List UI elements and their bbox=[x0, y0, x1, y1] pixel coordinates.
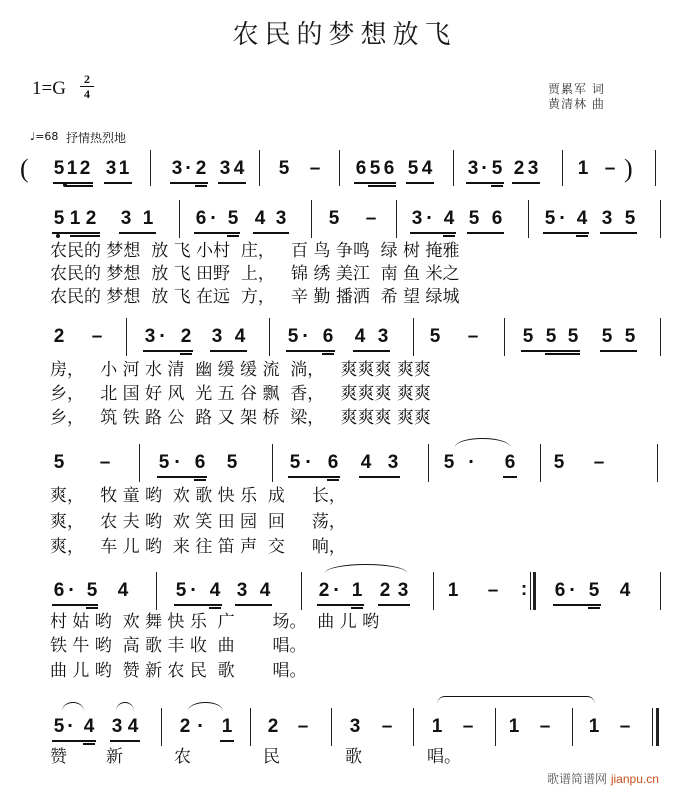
augmentation-dot: · bbox=[159, 326, 166, 345]
note: 2 bbox=[85, 208, 97, 229]
note: 1 bbox=[221, 716, 233, 737]
key-signature: 1=G bbox=[32, 78, 66, 99]
song-title: 农民的梦想放飞 bbox=[232, 20, 457, 50]
note: 6 bbox=[195, 208, 207, 229]
note: 4 bbox=[234, 326, 246, 347]
lyric-line-verse-2: 农民的 梦想 放 飞 田野 上， 锦 绣 美江 南 鱼 米之 bbox=[50, 264, 460, 284]
note: 4 bbox=[127, 716, 139, 737]
note: 3 bbox=[411, 208, 423, 229]
note: 2 bbox=[267, 716, 279, 737]
barline bbox=[331, 708, 332, 746]
barline bbox=[657, 444, 658, 482]
note: 3 bbox=[111, 716, 123, 737]
note: 4 bbox=[354, 326, 366, 347]
dash: – bbox=[604, 158, 616, 179]
final-barline-thick bbox=[656, 708, 659, 746]
note: 5 bbox=[53, 208, 65, 229]
slur bbox=[188, 702, 223, 711]
slur bbox=[325, 564, 407, 573]
note: 5 bbox=[624, 208, 636, 229]
note: 1 bbox=[69, 208, 81, 229]
note: 5 bbox=[86, 580, 98, 601]
repeat-end-barline bbox=[533, 572, 536, 610]
note: 3 bbox=[377, 326, 389, 347]
note: 5 bbox=[522, 326, 534, 347]
note: 5 bbox=[429, 326, 441, 347]
note: 5 bbox=[369, 158, 381, 179]
note: 1 bbox=[431, 716, 443, 737]
lyric-word: 新 bbox=[106, 747, 123, 767]
slur bbox=[455, 438, 510, 447]
barline bbox=[396, 200, 397, 238]
note: 2 bbox=[379, 580, 391, 601]
dash: – bbox=[619, 716, 631, 737]
note: 5 bbox=[491, 158, 503, 179]
note: 2 bbox=[180, 326, 192, 347]
barline bbox=[572, 708, 573, 746]
note: 3 bbox=[219, 158, 231, 179]
note: 5 bbox=[567, 326, 579, 347]
note: 1 bbox=[66, 158, 78, 179]
note: 4 bbox=[254, 208, 266, 229]
note: 5 bbox=[53, 158, 65, 179]
note: 2 bbox=[53, 326, 65, 347]
note: 5 bbox=[407, 158, 419, 179]
lyric-word: 民 bbox=[263, 747, 280, 767]
barline bbox=[660, 572, 661, 610]
note: 1 bbox=[577, 158, 589, 179]
barline bbox=[540, 444, 541, 482]
score-system-1 bbox=[0, 200, 689, 240]
note: 3 bbox=[105, 158, 117, 179]
barline bbox=[428, 444, 429, 482]
dash: – bbox=[99, 452, 111, 473]
barline bbox=[301, 572, 302, 610]
note: 5 bbox=[553, 452, 565, 473]
barline bbox=[150, 150, 151, 186]
note: 4 bbox=[117, 580, 129, 601]
note: 6 bbox=[554, 580, 566, 601]
lyric-line-verse-3: 农民的 梦想 放 飞 在远 方， 辛 勤 播洒 希 望 绿城 bbox=[50, 287, 460, 307]
score-system-5 bbox=[0, 708, 689, 748]
dash: – bbox=[365, 208, 377, 229]
lyric-line-verse-1: 村 姑 哟 欢 舞 快 乐 广 场。 曲 儿 哟 bbox=[50, 612, 380, 632]
barline bbox=[530, 572, 531, 610]
note: 6 bbox=[322, 326, 334, 347]
note: 3 bbox=[527, 158, 539, 179]
barline bbox=[269, 318, 270, 356]
note: 5 bbox=[278, 158, 290, 179]
augmentation-dot: · bbox=[302, 326, 309, 345]
barline bbox=[179, 200, 180, 238]
score-system-intro bbox=[0, 150, 689, 190]
augmentation-dot: · bbox=[481, 158, 488, 177]
note: 3 bbox=[467, 158, 479, 179]
lyric-line-verse-2: 爽， 农 夫 哟 欢 笑 田 园 回 荡， bbox=[50, 512, 346, 532]
note: 1 bbox=[447, 580, 459, 601]
score-system-2 bbox=[0, 318, 689, 358]
barline bbox=[272, 444, 273, 482]
barline bbox=[562, 150, 563, 186]
note: 6 bbox=[504, 452, 516, 473]
dash: – bbox=[381, 716, 393, 737]
note: 5 bbox=[588, 580, 600, 601]
time-signature-bottom: 4 bbox=[84, 87, 90, 101]
augmentation-dot: · bbox=[174, 452, 181, 471]
lower-octave-dot bbox=[56, 234, 60, 238]
augmentation-dot: · bbox=[426, 208, 433, 227]
score-system-4 bbox=[0, 572, 689, 612]
lyric-line-verse-2: 乡， 北 国 好 风 光 五 谷 飘 香， 爽爽爽 爽爽 bbox=[50, 384, 431, 404]
note: 3 bbox=[120, 208, 132, 229]
dash: – bbox=[593, 452, 605, 473]
augmentation-dot: · bbox=[305, 452, 312, 471]
tie bbox=[437, 696, 595, 707]
lyric-line-verse-1: 爽， 牧 童 哟 欢 歌 快 乐 成 长， bbox=[50, 486, 346, 506]
note: 5 bbox=[53, 452, 65, 473]
time-signature-top: 2 bbox=[84, 72, 90, 86]
note: 3 bbox=[211, 326, 223, 347]
note: 6 bbox=[355, 158, 367, 179]
note: 3 bbox=[601, 208, 613, 229]
repeat-sign: : bbox=[520, 579, 528, 600]
lyric-line-verse-1: 农民的 梦想 放 飞 小村 庄， 百 鸟 争鸣 绿 树 掩雅 bbox=[50, 241, 460, 261]
augmentation-dot: · bbox=[210, 208, 217, 227]
note: 5 bbox=[175, 580, 187, 601]
close-paren: ) bbox=[624, 154, 633, 183]
augmentation-dot: · bbox=[333, 580, 340, 599]
lyric-line-verse-3: 曲 儿 哟 赞 新 农 民 歌 唱。 bbox=[50, 661, 307, 681]
expression-marking: 抒情热烈地 bbox=[66, 131, 127, 145]
barline bbox=[413, 708, 414, 746]
barline bbox=[156, 572, 157, 610]
dash: – bbox=[309, 158, 321, 179]
lyric-word: 歌 bbox=[345, 747, 362, 767]
watermark-site-name: 歌谱简谱网 bbox=[547, 772, 608, 786]
augmentation-dot: · bbox=[569, 580, 576, 599]
augmentation-dot: · bbox=[67, 716, 74, 735]
lyric-line-verse-1: 房， 小 河 水 清 幽 缓 缓 流 淌， 爽爽爽 爽爽 bbox=[50, 360, 431, 380]
barline bbox=[655, 150, 656, 186]
augmentation-dot: · bbox=[197, 716, 204, 735]
lyric-word: 赞 bbox=[50, 747, 67, 767]
lyricist-credit: 贾累军 词 bbox=[548, 82, 605, 96]
barline bbox=[528, 200, 529, 238]
augmentation-dot: · bbox=[559, 208, 566, 227]
note: 2 bbox=[513, 158, 525, 179]
note: 5 bbox=[227, 208, 239, 229]
note: 4 bbox=[421, 158, 433, 179]
watermark bbox=[547, 770, 659, 787]
note: 3 bbox=[171, 158, 183, 179]
note: 5 bbox=[545, 326, 557, 347]
note: 4 bbox=[83, 716, 95, 737]
barline bbox=[139, 444, 140, 482]
tempo-marking: ♩=68 bbox=[30, 130, 59, 143]
barline bbox=[495, 708, 496, 746]
note: 5 bbox=[226, 452, 238, 473]
final-barline-thin bbox=[652, 708, 653, 746]
augmentation-dot: · bbox=[185, 158, 192, 177]
barline bbox=[339, 150, 340, 186]
note: 6 bbox=[491, 208, 503, 229]
barline bbox=[413, 318, 414, 356]
note: 4 bbox=[259, 580, 271, 601]
dash: – bbox=[91, 326, 103, 347]
open-paren: ( bbox=[20, 154, 29, 183]
note: 5 bbox=[544, 208, 556, 229]
note: 1 bbox=[142, 208, 154, 229]
note: 1 bbox=[588, 716, 600, 737]
note: 2 bbox=[318, 580, 330, 601]
barline bbox=[433, 572, 434, 610]
note: 5 bbox=[53, 716, 65, 737]
watermark-url: jianpu.cn bbox=[610, 772, 659, 786]
note: 4 bbox=[233, 158, 245, 179]
note: 1 bbox=[508, 716, 520, 737]
note: 5 bbox=[601, 326, 613, 347]
note: 2 bbox=[79, 158, 91, 179]
barline bbox=[660, 318, 661, 356]
lyric-word: 农 bbox=[174, 747, 191, 767]
note: 5 bbox=[289, 452, 301, 473]
dash: – bbox=[487, 580, 499, 601]
time-signature bbox=[80, 73, 94, 100]
barline bbox=[259, 150, 260, 186]
note: 4 bbox=[443, 208, 455, 229]
note: 3 bbox=[387, 452, 399, 473]
barline bbox=[504, 318, 505, 356]
barline bbox=[126, 318, 127, 356]
augmentation-dot: · bbox=[190, 580, 197, 599]
lyric-line-verse-2: 铁 牛 哟 高 歌 丰 收 曲 唱。 bbox=[50, 636, 307, 656]
slur bbox=[116, 702, 134, 711]
note: 1 bbox=[351, 580, 363, 601]
dash: – bbox=[297, 716, 309, 737]
augmentation-dot: · bbox=[468, 452, 475, 471]
score-system-3 bbox=[0, 444, 689, 484]
augmentation-dot: · bbox=[68, 580, 75, 599]
note: 4 bbox=[576, 208, 588, 229]
note: 6 bbox=[53, 580, 65, 601]
note: 5 bbox=[328, 208, 340, 229]
note: 6 bbox=[383, 158, 395, 179]
note: 5 bbox=[468, 208, 480, 229]
note: 5 bbox=[443, 452, 455, 473]
dash: – bbox=[539, 716, 551, 737]
note: 5 bbox=[287, 326, 299, 347]
note: 3 bbox=[397, 580, 409, 601]
note: 3 bbox=[349, 716, 361, 737]
note: 3 bbox=[236, 580, 248, 601]
slur bbox=[62, 702, 84, 711]
note: 4 bbox=[619, 580, 631, 601]
lyric-line-verse-3: 爽， 车 儿 哟 来 往 笛 声 交 响， bbox=[50, 537, 346, 557]
composer-credit: 黄清林 曲 bbox=[548, 97, 605, 111]
note: 3 bbox=[144, 326, 156, 347]
dash: – bbox=[467, 326, 479, 347]
note: 3 bbox=[275, 208, 287, 229]
barline bbox=[453, 150, 454, 186]
note: 4 bbox=[209, 580, 221, 601]
note: 2 bbox=[179, 716, 191, 737]
note: 5 bbox=[158, 452, 170, 473]
dash: – bbox=[462, 716, 474, 737]
barline bbox=[311, 200, 312, 238]
barline bbox=[161, 708, 162, 746]
lyric-line-verse-3: 乡， 筑 铁 路 公 路 又 架 桥 梁， 爽爽爽 爽爽 bbox=[50, 408, 431, 428]
note: 6 bbox=[327, 452, 339, 473]
barline bbox=[660, 200, 661, 238]
note: 1 bbox=[118, 158, 130, 179]
note: 4 bbox=[360, 452, 372, 473]
lyric-word: 唱。 bbox=[427, 747, 461, 767]
note: 6 bbox=[194, 452, 206, 473]
barline bbox=[250, 708, 251, 746]
note: 5 bbox=[624, 326, 636, 347]
note: 2 bbox=[195, 158, 207, 179]
